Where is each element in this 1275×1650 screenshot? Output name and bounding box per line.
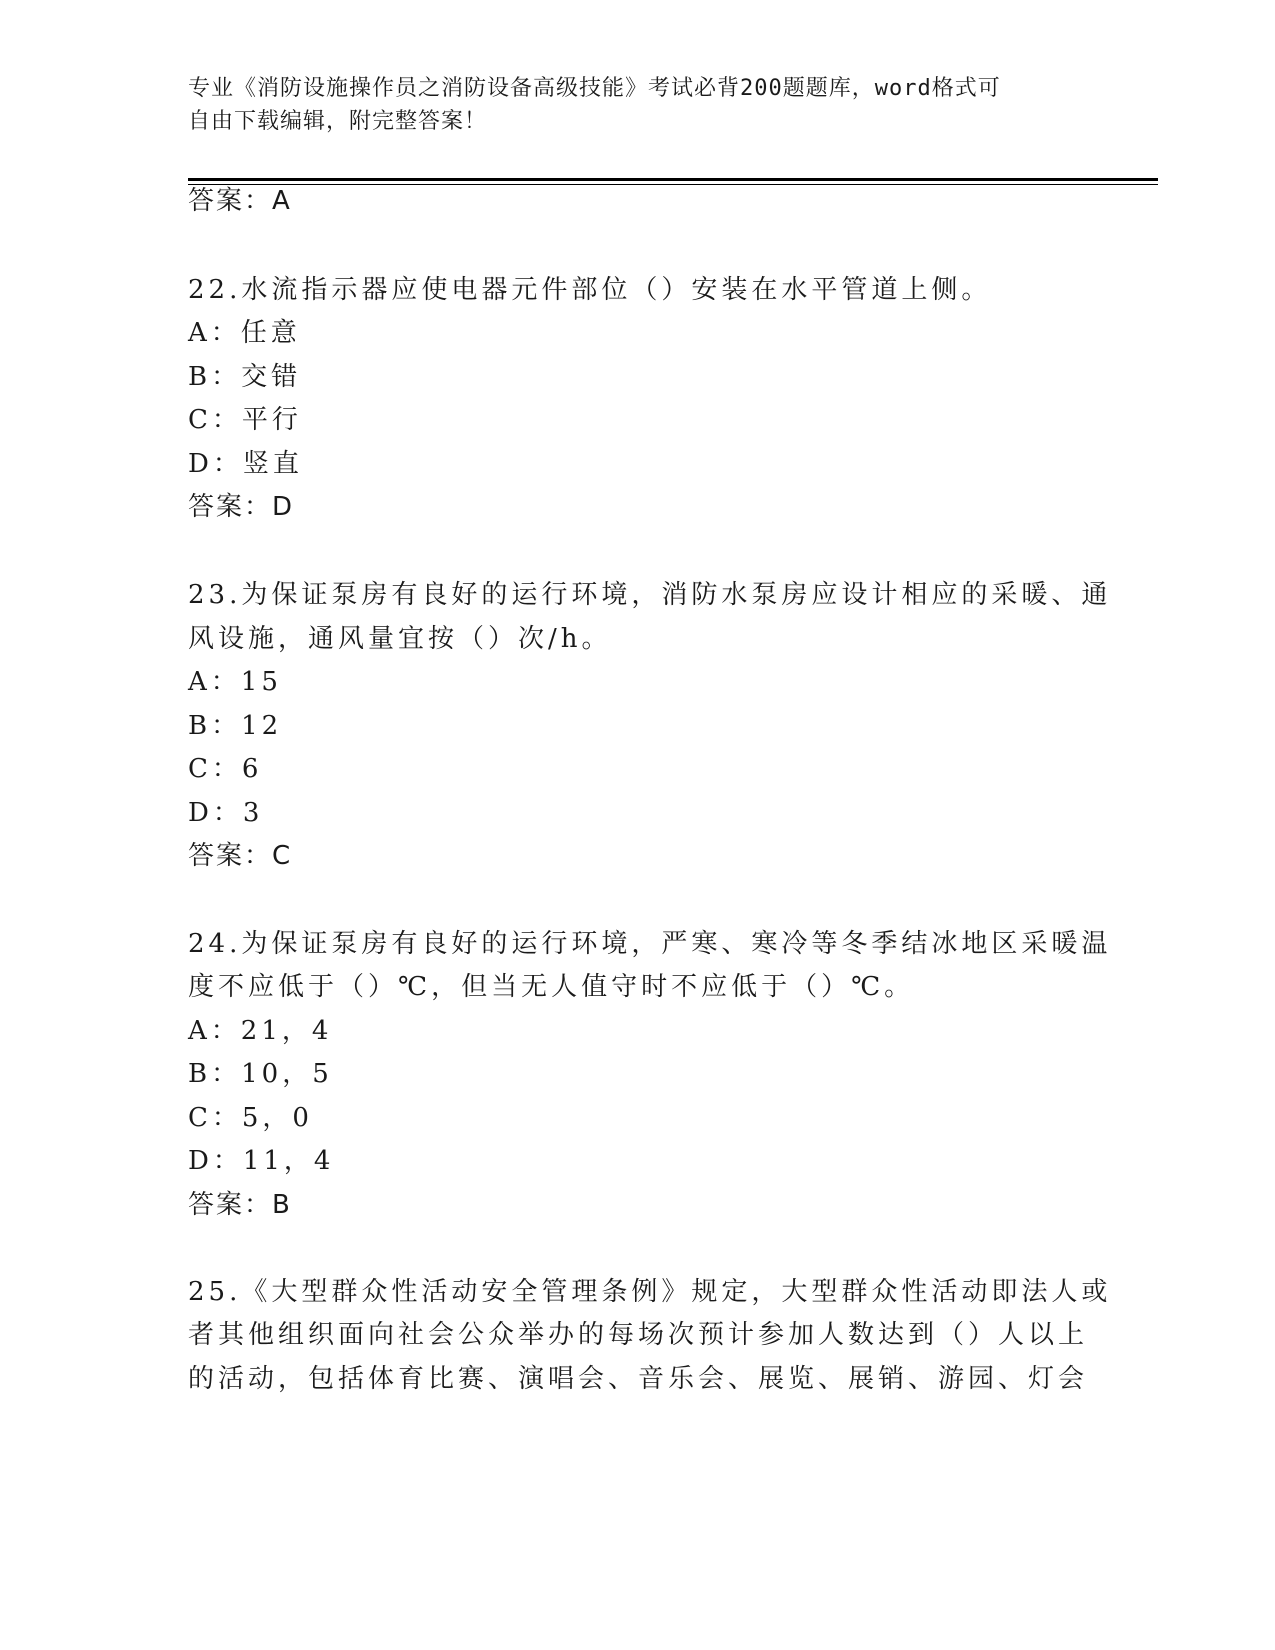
question-24-option-c: C：5，0	[188, 1103, 313, 1133]
question-23-option-d: D：3	[188, 798, 264, 828]
answer-23: 答案：C	[188, 841, 293, 871]
question-23-stem-line-2: 风设施，通风量宜按（）次/h。	[188, 624, 612, 654]
question-24-stem-line-1: 24.为保证泵房有良好的运行环境，严寒、寒冷等冬季结冰地区采暖温	[188, 929, 1112, 959]
question-22-option-a: A：任意	[188, 318, 301, 348]
question-24-stem-line-2: 度不应低于（）℃，但当无人值守时不应低于（）℃。	[188, 972, 915, 1002]
question-23-stem-line-1: 23.为保证泵房有良好的运行环境，消防水泵房应设计相应的采暖、通	[188, 580, 1112, 610]
question-25-stem-line-2: 者其他组织面向社会公众举办的每场次预计参加人数达到（）人以上	[188, 1320, 1089, 1350]
header-rule-thin	[188, 184, 1158, 185]
question-22-option-b: B：交错	[188, 362, 302, 392]
answer-22: 答案：D	[188, 492, 295, 522]
question-25-stem-line-3: 的活动，包括体育比赛、演唱会、音乐会、展览、展销、游园、灯会	[188, 1364, 1089, 1394]
header-rule-thick	[188, 178, 1158, 181]
header-line-2: 自由下载编辑，附完整答案！	[188, 109, 488, 134]
question-22-option-d: D：竖直	[188, 449, 303, 479]
answer-21: 答案：A	[188, 186, 292, 216]
question-24-option-a: A：21，4	[188, 1016, 333, 1046]
question-24-option-b: B：10，5	[188, 1059, 333, 1089]
question-22-stem: 22.水流指示器应使电器元件部位（）安装在水平管道上侧。	[188, 275, 992, 305]
answer-24: 答案：B	[188, 1190, 292, 1220]
question-23-option-a: A：15	[188, 667, 282, 697]
question-23-option-b: B：12	[188, 711, 283, 741]
question-23-option-c: C：6	[188, 754, 263, 784]
question-25-stem-line-1: 25.《大型群众性活动安全管理条例》规定，大型群众性活动即法人或	[188, 1277, 1112, 1307]
document-header	[188, 72, 1088, 138]
question-22-option-c: C：平行	[188, 405, 302, 435]
header-line-1: 专业《消防设施操作员之消防设备高级技能》考试必背200题题库，word格式可	[188, 76, 1001, 101]
question-24-option-d: D：11，4	[188, 1146, 335, 1176]
